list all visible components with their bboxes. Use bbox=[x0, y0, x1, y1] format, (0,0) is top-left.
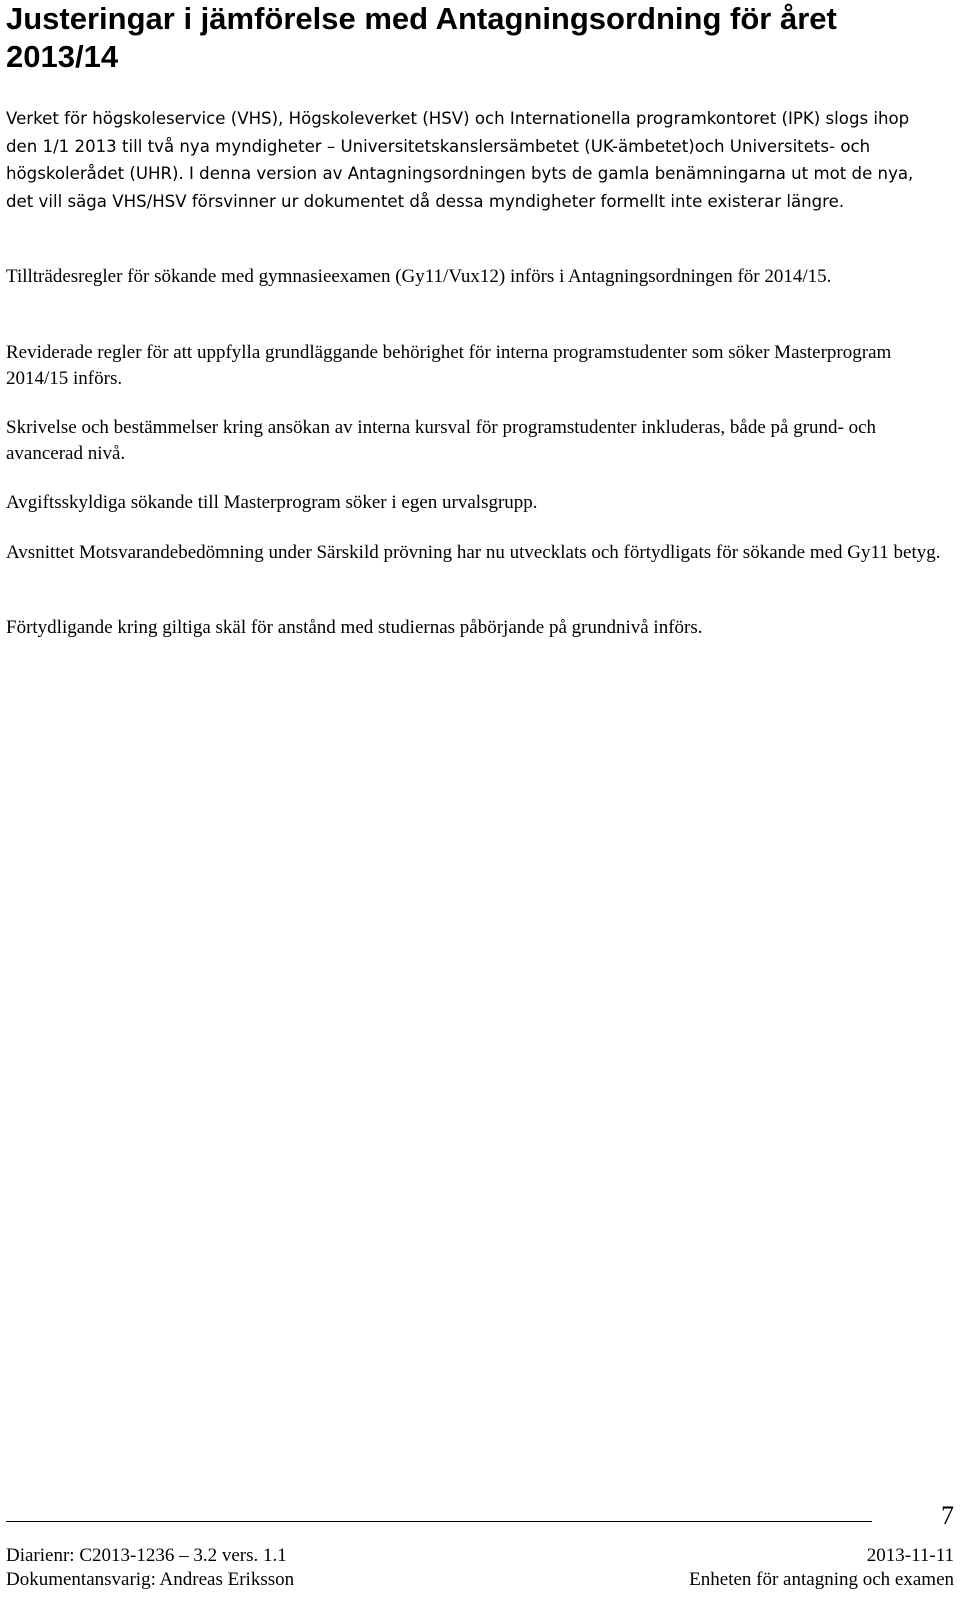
paragraph-myndigheter: Verket för högskoleservice (VHS), Högskoleverket (HSV) och Internationella programkontoret (IPK) slogs ihop den 1/1 2013 till två nya myndigheter – Universitetskanslersämbetet (UK-ämbetet)och Universitets- och högskolerådet (UHR). I denna version av Antagningsordningen byts de gamla benämningarna ut mot de nya, det vill säga VHS/HSV försvinner ur dokumentet då dessa myndigheter formellt inte existerar längre. bbox=[6, 109, 914, 211]
paragraph-motsvarandebedomning: Avsnittet Motsvarandebedömning under Särskild prövning har nu utvecklats och förtydligats för sökande med Gy11 betyg. bbox=[6, 542, 941, 563]
paragraph-tilltradesregler: Tillträdesregler för sökande med gymnasieexamen (Gy11/Vux12) införs i Antagningsordningen för 2014/15. bbox=[6, 266, 832, 287]
page-number: 7 bbox=[941, 1501, 954, 1530]
paragraph-reviderade-regler: Reviderade regler för att uppfylla grundläggande behörighet för interna programstudenter som söker Masterprogram 2014/15 införs. bbox=[6, 342, 892, 389]
footer-date: 2013-11-11 bbox=[866, 1545, 954, 1566]
paragraph-fortydligande: Förtydligande kring giltiga skäl för anstånd med studiernas påbörjande på grundnivå införs. bbox=[6, 617, 703, 638]
footer-divider bbox=[6, 1521, 872, 1522]
paragraph-avgiftsskyldiga: Avgiftsskyldiga sökande till Masterprogram söker i egen urvalsgrupp. bbox=[6, 492, 538, 513]
footer-line-1 bbox=[6, 1545, 954, 1567]
page-title: Justeringar i jämförelse med Antagningsordning för året 2013/14 bbox=[6, 1, 837, 74]
paragraph-skrivelse: Skrivelse och bestämmelser kring ansökan av interna kursval för programstudenter inkluderas, både på grund- och avancerad nivå. bbox=[6, 417, 877, 464]
footer-diarienr: Diarienr: C2013-1236 – 3.2 vers. 1.1 bbox=[6, 1545, 287, 1566]
footer-document-owner: Dokumentansvarig: Andreas Eriksson bbox=[6, 1569, 295, 1590]
footer-unit: Enheten för antagning och examen bbox=[689, 1569, 954, 1590]
footer-line-2 bbox=[6, 1569, 954, 1591]
